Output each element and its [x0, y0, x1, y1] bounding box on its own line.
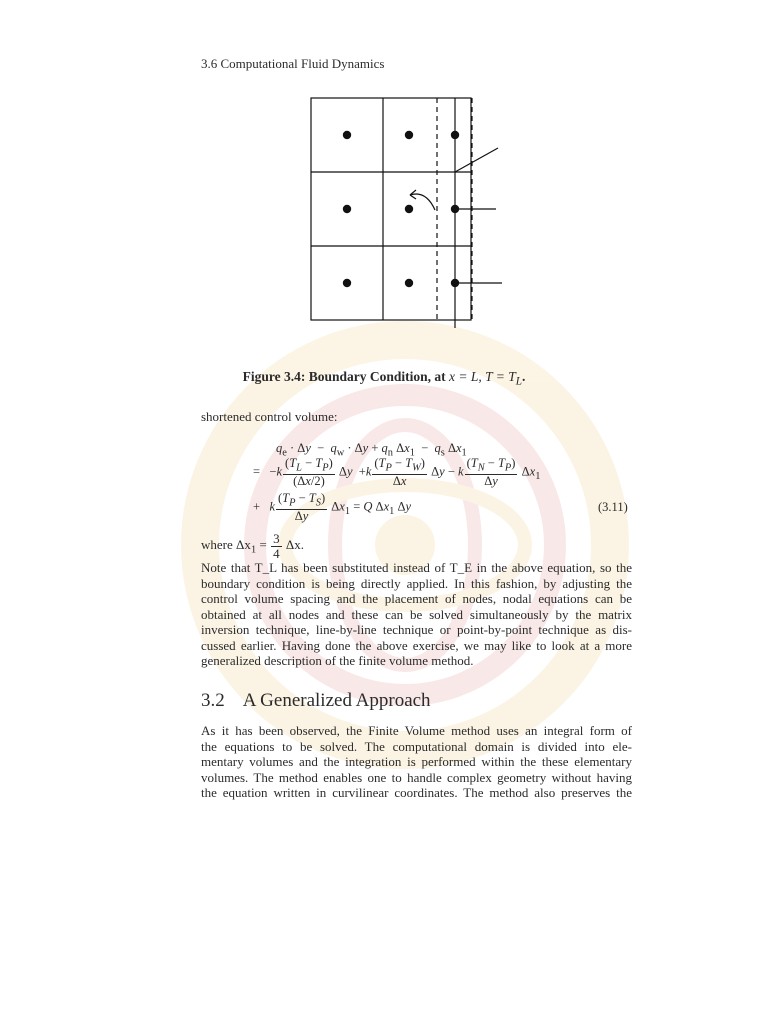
- node: [405, 131, 413, 139]
- leader-line: [455, 148, 498, 172]
- boundary-node: [451, 205, 459, 213]
- equation-line-2: = −k $\frac{(T_L - T_P)}{(\Delta x/2)}$ Δy +k $\frac{(T_P - T_W)}{\Delta x}$ Δy − k $\frac{(T_N - T_P)}{\Delta y}$ $\Delta x_1$: [253, 456, 541, 489]
- where-den: 4: [273, 545, 280, 561]
- where-text: where Δx: [201, 537, 251, 553]
- equation-intro: shortened control volume:: [201, 409, 338, 424]
- equation-line-1: $q_e \cdot \Delta y - q_w \cdot \Delta y + q_n$ $\Delta x_1 - q_s$ $\Delta x_1$: [276, 441, 467, 459]
- node: [343, 279, 351, 287]
- paragraph-line: inversion technique, line-by-line technique or point-by-point technique as dis-: [201, 622, 632, 637]
- caption-math: x = L, T = T: [449, 369, 516, 384]
- grid-outline: [311, 98, 471, 320]
- equation-line-3: + k $\frac{(T_P - T_S)}{\Delta y}$ $\Delta x_1 = Q$ $\Delta x_1$ Δy: [253, 491, 412, 524]
- caption-end: .: [522, 369, 526, 384]
- curved-arrow: [410, 194, 435, 210]
- caption-label: Figure 3.4: Boundary Condition, at: [242, 369, 446, 384]
- paragraph-line: Note that T_L has been substituted instead of T_E in the above equation, so the: [201, 560, 632, 575]
- where-sub: 1: [250, 543, 257, 556]
- boundary-node: [451, 279, 459, 287]
- paragraph-line: cussed earlier. Having done the above exercise, we may like to look at a more: [201, 637, 632, 653]
- paragraph-generalized: [201, 723, 632, 801]
- paragraph-line: boundary condition is being directly applied. In this fashion, by adjusting the: [201, 575, 632, 591]
- equation-number: (3.11): [598, 500, 628, 514]
- figure-caption: [0, 369, 768, 388]
- node: [405, 205, 413, 213]
- section-title: A Generalized Approach: [242, 690, 431, 711]
- boundary-condition-figure: [300, 90, 510, 330]
- where-end: Δx.: [282, 537, 305, 553]
- node: [343, 131, 351, 139]
- paragraph-line: mentary volumes and the integration is performed within the these elementary: [201, 754, 632, 769]
- running-head: 3.6 Computational Fluid Dynamics: [201, 56, 385, 71]
- section-number: 3.2: [201, 690, 225, 711]
- paragraph-line: obtained at all nodes and these can be solved simultaneously by the matrix: [201, 606, 632, 622]
- where-eq: =: [256, 537, 271, 553]
- boundary-node: [451, 131, 459, 139]
- section-heading: [201, 690, 431, 712]
- paragraph-line: the equations to be solved. The computational domain is divided into ele-: [201, 738, 632, 754]
- node: [343, 205, 351, 213]
- caption-sub: L: [515, 375, 523, 388]
- paragraph-line: generalized description of the finite volume method.: [201, 653, 474, 668]
- paragraph-line: the equation written in curvilinear coordinates. The method also preserves the: [201, 785, 632, 800]
- paragraph-note: [201, 560, 632, 669]
- paragraph-line: volumes. The method enables one to handle complex geometry without having: [201, 769, 632, 785]
- where-clause: [201, 532, 304, 560]
- paragraph-line: control volume spacing and the placement of nodes, nodal equations can be: [201, 591, 632, 606]
- paragraph-line: As it has been observed, the Finite Volume method uses an integral form of: [201, 723, 632, 738]
- node: [405, 279, 413, 287]
- where-num: 3: [273, 531, 280, 546]
